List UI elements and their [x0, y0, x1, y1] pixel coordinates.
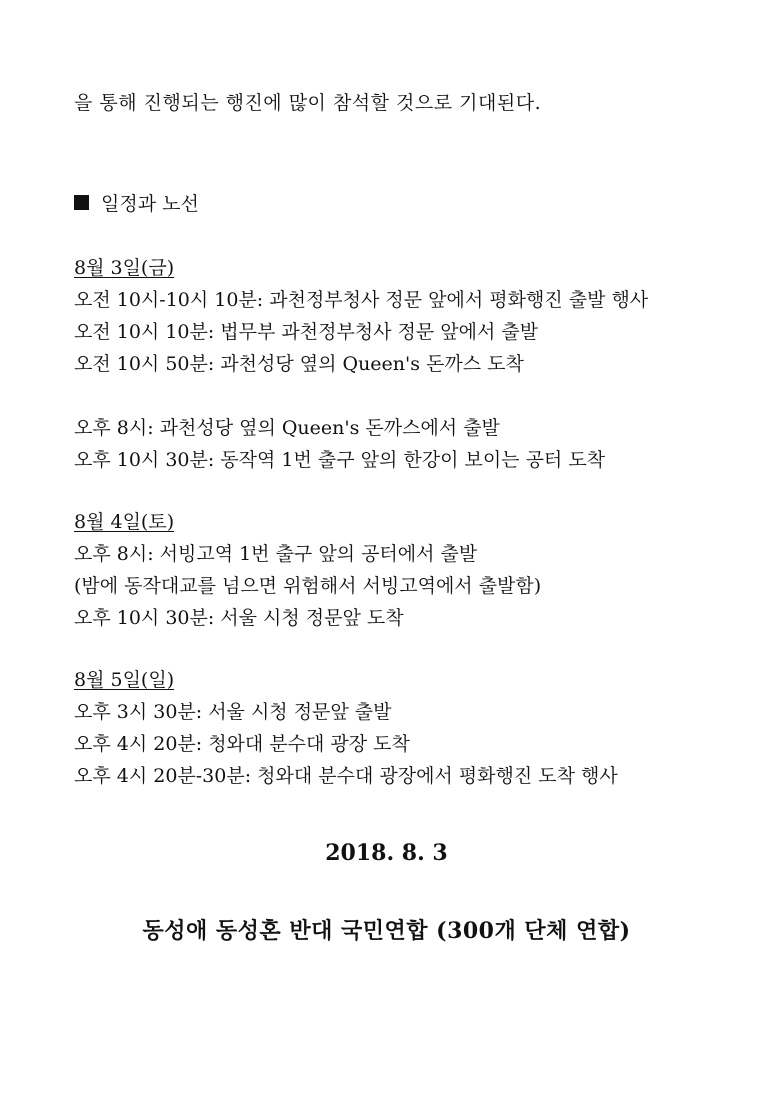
day-title: 8월 4일(토)	[74, 511, 175, 533]
day-title: 8월 5일(일)	[74, 669, 175, 691]
day-block	[74, 664, 754, 792]
schedule-item: 오후 3시 30분: 서울 시청 정문앞 출발	[74, 701, 392, 723]
black-square-icon	[74, 195, 89, 210]
section-title: 일정과 노선	[101, 193, 199, 215]
section-heading	[74, 189, 199, 216]
schedule-item: 오후 8시: 과천성당 옆의 Queen's 돈까스에서 출발	[74, 417, 500, 439]
schedule-item: 오후 4시 20분: 청와대 분수대 광장 도착	[74, 733, 410, 755]
day-block	[74, 506, 754, 634]
organization-name: 동성애 동성혼 반대 국민연합 (300개 단체 연합)	[142, 918, 631, 944]
day-block	[74, 252, 754, 476]
schedule-item: 오후 4시 20분-30분: 청와대 분수대 광장에서 평화행진 도착 행사	[74, 765, 618, 787]
schedule-item: 오전 10시 50분: 과천성당 옆의 Queen's 돈까스 도착	[74, 353, 524, 375]
spacer	[74, 380, 754, 412]
schedule	[74, 252, 754, 822]
intro-paragraph: 을 통해 진행되는 행진에 많이 참석할 것으로 기대된다.	[74, 92, 542, 114]
schedule-item: 오전 10시-10시 10분: 과천정부청사 정문 앞에서 평화행진 출발 행사	[74, 289, 649, 311]
schedule-item: (밤에 동작대교를 넘으면 위험해서 서빙고역에서 출발함)	[74, 575, 542, 597]
schedule-item: 오전 10시 10분: 법무부 과천정부청사 정문 앞에서 출발	[74, 321, 539, 343]
schedule-item: 오후 10시 30분: 서울 시청 정문앞 도착	[74, 607, 404, 629]
document-date: 2018. 8. 3	[325, 840, 448, 866]
schedule-item: 오후 10시 30분: 동작역 1번 출구 앞의 한강이 보이는 공터 도착	[74, 449, 606, 471]
schedule-item: 오후 8시: 서빙고역 1번 출구 앞의 공터에서 출발	[74, 543, 478, 565]
day-title: 8월 3일(금)	[74, 257, 175, 279]
